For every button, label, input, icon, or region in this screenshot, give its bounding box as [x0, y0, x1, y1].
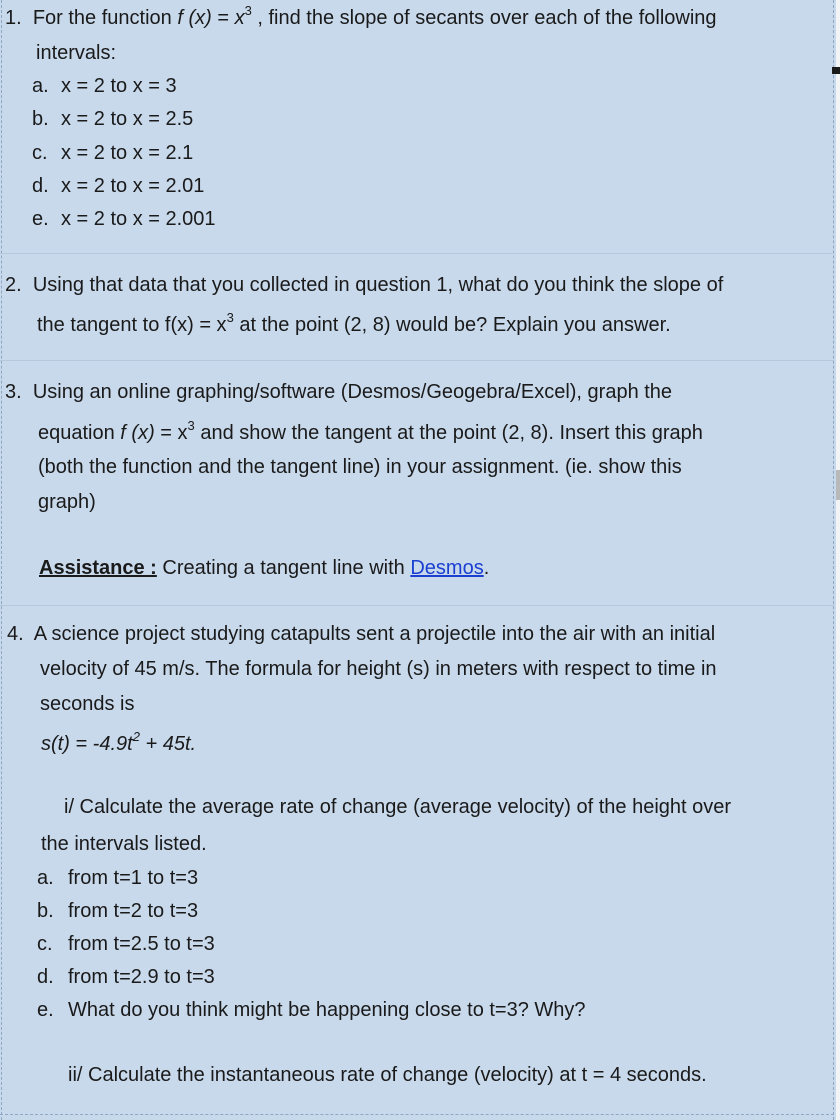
q3-line-2: equation f $(x) = x^3$ and show the tangent at the point (2, 8). Insert this graph	[38, 418, 703, 444]
q4-formula: $s(t) = -4.9t^2 + 45t$.	[41, 729, 197, 755]
q1-line-1: 1. For the function f $(x) = x^3$ , find the slope of secants over each of the following	[5, 3, 717, 29]
q1-item-b: b. x = 2 to x = 2.5	[32, 108, 194, 130]
assistance-label: Assistance :	[39, 557, 157, 579]
edge-marker	[832, 67, 840, 74]
separator-1	[0, 253, 834, 254]
q4-line-2: velocity of 45 m/s. The formula for height (s) in meters with respect to time in	[40, 658, 717, 680]
left-dashed-border	[1, 0, 2, 1120]
q2-number: 2.	[5, 274, 22, 296]
q2-line-2: the tangent to $f(x) = x^3$ at the point (2, 8) would be? Explain you answer.	[37, 310, 671, 336]
q1-item-c: c. x = 2 to x = 2.1	[32, 142, 194, 164]
q4-item-e: e. What do you think might be happening close to t=3? Why?	[37, 999, 586, 1021]
q4-line-1: 4. A science project studying catapults sent a projectile into the air with an initial	[7, 623, 716, 645]
q4-number: 4.	[7, 623, 24, 645]
q3-line-1: 3. Using an online graphing/software (Desmos/Geogebra/Excel), graph the	[5, 381, 673, 403]
q3-line-3: (both the function and the tangent line) in your assignment. (ie. show this	[38, 456, 682, 478]
q4-item-c: c. from t=2.5 to t=3	[37, 933, 215, 955]
q3-number: 3.	[5, 381, 22, 403]
q4-part-i-line-1: i/ Calculate the average rate of change (average velocity) of the height over	[64, 796, 732, 818]
edge-scroll-mark	[836, 470, 840, 500]
q1-line-2: intervals:	[36, 42, 117, 64]
q1-item-a: a. x = 2 to x = 3	[32, 75, 177, 97]
q1-item-e: e. x = 2 to x = 2.001	[32, 208, 216, 230]
separator-2	[0, 360, 834, 361]
right-dashed-border	[833, 0, 834, 1120]
right-edge-strip	[836, 0, 840, 1120]
q2-line-1: 2. Using that data that you collected in question 1, what do you think the slope of	[5, 274, 724, 296]
bottom-dashed-border	[0, 1114, 834, 1115]
assistance-line: Assistance : Creating a tangent line with Desmos.	[39, 557, 490, 579]
q3-line-4: graph)	[38, 491, 96, 513]
q4-item-a: a. from t=1 to t=3	[37, 867, 199, 889]
q4-item-b: b. from t=2 to t=3	[37, 900, 199, 922]
q4-part-ii: ii/ Calculate the instantaneous rate of change (velocity) at t = 4 seconds.	[68, 1064, 707, 1086]
q1-number: 1.	[5, 7, 22, 29]
separator-3	[0, 605, 834, 606]
q4-line-3: seconds is	[40, 693, 135, 715]
q4-part-i-line-2: the intervals listed.	[41, 833, 207, 855]
desmos-link[interactable]: Desmos	[410, 557, 484, 579]
q4-item-d: d. from t=2.9 to t=3	[37, 966, 215, 988]
q1-item-d: d. x = 2 to x = 2.01	[32, 175, 205, 197]
